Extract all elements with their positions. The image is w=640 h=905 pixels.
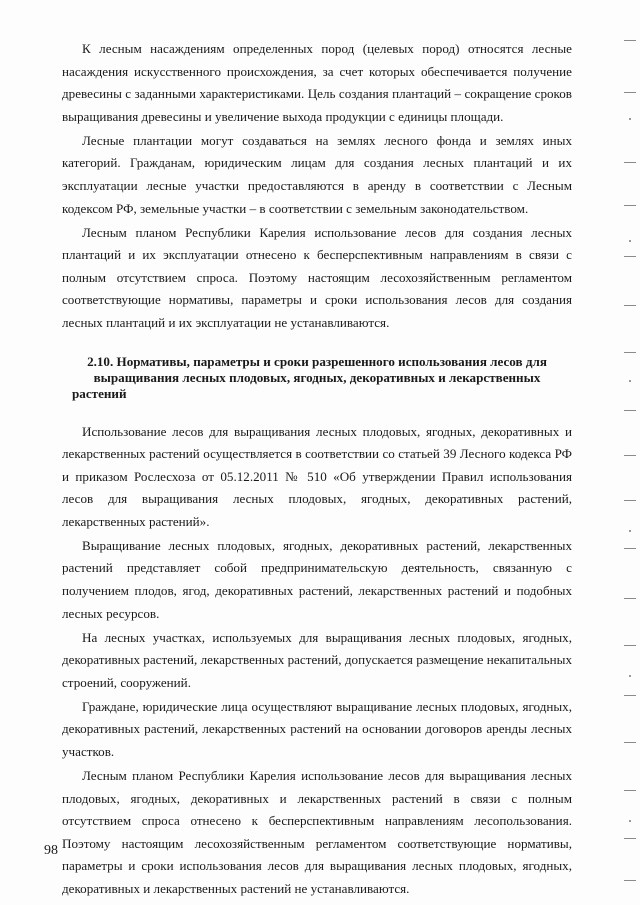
page-number: 98 <box>44 843 58 858</box>
paragraph: На лесных участках, используемых для выращивания лесных плодовых, ягодных, декоративных растений, лекарственных растений, допускается размещение некапитальных строений, сооружений. <box>62 629 572 690</box>
document-body <box>62 38 572 902</box>
scan-edge-marks <box>610 0 640 905</box>
paragraph: Использование лесов для выращивания лесных плодовых, ягодных, декоративных и лекарственных растений осуществляется в соответствии со статьей 39 Лесного кодекса РФ и приказом Рослесхоза от 05.12.2011 № 510 «Об утверждении Правил использования лесов для выращивания лесных плодовых, ягодных, декоративных растений, лекарственных растений». <box>62 423 572 529</box>
paragraph: К лесным насаждениям определенных пород (целевых пород) относятся лесные насаждения искусственного происхождения, за счет которых обеспечивается получение древесины с заданными характеристиками. Цель создания плантаций – сокращение сроков выращивания древесины и увеличение выхода продукции с единицы площади. <box>62 41 572 124</box>
paragraph: Выращивание лесных плодовых, ягодных, декоративных растений, лекарственных растений представляет собой предпринимательскую деятельность, связанную с получением плодов, ягод, декоративных растений, лекарственных растений и подобных лесных ресурсов. <box>62 537 572 621</box>
section-heading: 2.10. Нормативы, параметры и сроки разрешенного использования лесов для выращивания лесных плодовых, ягодных, декоративных и лекарственных растений <box>72 353 547 401</box>
paragraph: Лесным планом Республики Карелия использование лесов для создания лесных плантаций и их эксплуатации отнесено к бесперспективным направлениям в связи с полным отсутствием спроса. Поэтому настоящим лесохозяйственным регламентом соответствующие нормативы, параметры и сроки использования лесов для создания лесных плантаций и их эксплуатации не устанавливаются. <box>62 224 572 330</box>
paragraph: Лесным планом Республики Карелия использование лесов для выращивания лесных плодовых, ягодных, декоративных и лекарственных растений в связи с полным отсутствием спроса отнесено к бесперспективным направлениям лесопользования. Поэтому настоящим лесохозяйственным регламентом соответствующие нормативы, параметры и сроки использования лесов для выращивания лесных плодовых, ягодных, декоративных и лекарственных растений не устанавливаются. <box>62 767 572 896</box>
paragraph: Граждане, юридические лица осуществляют выращивание лесных плодовых, ягодных, декоративных растений, лекарственных растений на основании договоров аренды лесных участков. <box>62 698 572 759</box>
paragraph: Лесные плантации могут создаваться на землях лесного фонда и землях иных категорий. Гражданам, юридическим лицам для создания лесных плантаций и их эксплуатации лесные участки предоставляются в аренду в соответствии с Лесным кодексом РФ, земельные участки – в соответствии с земельным законодательством. <box>62 132 572 216</box>
